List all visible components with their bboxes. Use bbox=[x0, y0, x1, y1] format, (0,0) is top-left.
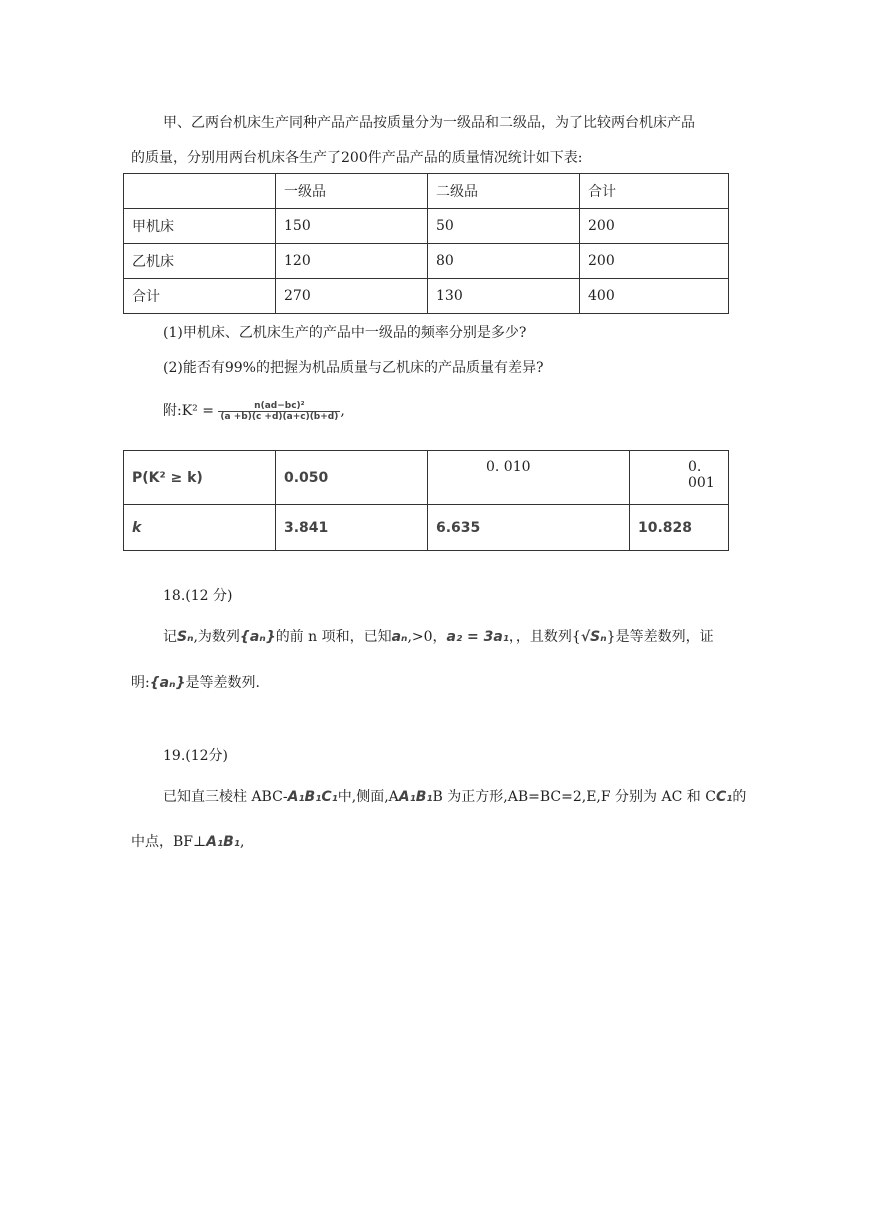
question-1: (1)甲机床、乙机床生产的产品中一级品的频率分别是多少? bbox=[163, 325, 527, 341]
intro-line-1: 甲、乙两台机床生产同种产品产品按质量分为一级品和二级品，为了比较两台机床产品 bbox=[163, 115, 695, 131]
table-cell: 10.828 bbox=[630, 505, 729, 551]
text: 明: bbox=[131, 675, 150, 691]
formula-suffix: , bbox=[340, 403, 345, 419]
problem-18-heading: 18.(12 分) bbox=[163, 588, 233, 604]
table-cell: 150 bbox=[276, 209, 428, 244]
table-cell: 合计 bbox=[124, 279, 276, 314]
table-cell bbox=[124, 174, 276, 209]
math-a2-eq: a₂ = 3a₁ bbox=[446, 629, 509, 645]
table-row bbox=[124, 451, 729, 505]
problem-19-line-1 bbox=[163, 786, 746, 806]
intro-line-2: 的质量，分别用两台机床各生产了200件产品产品的质量情况统计如下表: bbox=[131, 150, 583, 166]
math-a-n-set: {aₙ} bbox=[149, 675, 186, 691]
math-sqrt-s-n: √Sₙ bbox=[580, 629, 607, 645]
math-a1b1c1: A₁B₁C₁ bbox=[287, 789, 338, 805]
table-cell: 130 bbox=[428, 279, 580, 314]
text: 记 bbox=[163, 629, 177, 645]
math-a-n-set: {aₙ} bbox=[239, 629, 276, 645]
table-row bbox=[124, 279, 729, 314]
table-cell: P(K² ≥ k) bbox=[124, 451, 276, 505]
table-cell: 一级品 bbox=[276, 174, 428, 209]
table-cell: 3.841 bbox=[276, 505, 428, 551]
table-cell: 甲机床 bbox=[124, 209, 276, 244]
question-2: (2)能否有99%的把握为机品质量与乙机床的产品质量有差异? bbox=[163, 360, 544, 376]
table-cell: 50 bbox=[428, 209, 580, 244]
table-cell: 二级品 bbox=[428, 174, 580, 209]
problem-18-line-2 bbox=[131, 672, 260, 692]
text: 的前 n 项和，已知 bbox=[275, 629, 392, 645]
text: 是等差数列. bbox=[185, 675, 260, 691]
table-cell: 0. 010 bbox=[428, 451, 630, 505]
math-c1: C₁ bbox=[715, 789, 733, 805]
table-cell: 400 bbox=[580, 279, 729, 314]
problem-19-heading: 19.(12分) bbox=[163, 748, 229, 764]
formula-denominator: (a +b)(c +d)(a+c)(b+d) bbox=[220, 411, 339, 422]
problem-19-line-2 bbox=[131, 831, 244, 851]
table-cell: k bbox=[124, 505, 276, 551]
math-a1b1: A₁B₁ bbox=[206, 834, 240, 850]
table-row bbox=[124, 209, 729, 244]
text: ,>0， bbox=[407, 629, 447, 645]
text: ,为数列 bbox=[193, 629, 240, 645]
critical-value-table bbox=[123, 450, 729, 551]
text: ，，且数列{ bbox=[508, 629, 581, 645]
quality-table bbox=[123, 173, 729, 314]
math-a1b1: A₁B₁ bbox=[398, 789, 433, 805]
table-cell: 0.050 bbox=[276, 451, 428, 505]
table-cell: 120 bbox=[276, 244, 428, 279]
text: 已知直三棱柱 ABC- bbox=[163, 789, 288, 805]
text: }是等差数列，证 bbox=[606, 629, 714, 645]
table-cell: 0. 001 bbox=[630, 451, 729, 505]
math-a-n: aₙ bbox=[391, 629, 408, 645]
text: 中,侧面,A bbox=[337, 789, 399, 805]
text: , bbox=[239, 834, 245, 850]
problem-18-line-1 bbox=[163, 626, 714, 646]
math-s-n: Sₙ bbox=[177, 629, 194, 645]
text: B 为正方形,AB=BC=2,E,F 分别为 AC 和 C bbox=[432, 789, 716, 805]
table-row bbox=[124, 505, 729, 551]
table-cell: 6.635 bbox=[428, 505, 630, 551]
text: 中点，BF⊥ bbox=[131, 834, 207, 850]
table-row bbox=[124, 174, 729, 209]
formula-prefix: 附:K² = bbox=[163, 403, 214, 419]
table-cell: 200 bbox=[580, 209, 729, 244]
table-cell: 200 bbox=[580, 244, 729, 279]
formula bbox=[163, 400, 345, 422]
table-row bbox=[124, 244, 729, 279]
table-cell: 合计 bbox=[580, 174, 729, 209]
table-cell: 80 bbox=[428, 244, 580, 279]
table-cell: 270 bbox=[276, 279, 428, 314]
formula-numerator: n(ad−bc)² bbox=[254, 400, 305, 411]
formula-fraction bbox=[218, 401, 340, 422]
table-cell: 乙机床 bbox=[124, 244, 276, 279]
text: 的 bbox=[732, 789, 747, 805]
